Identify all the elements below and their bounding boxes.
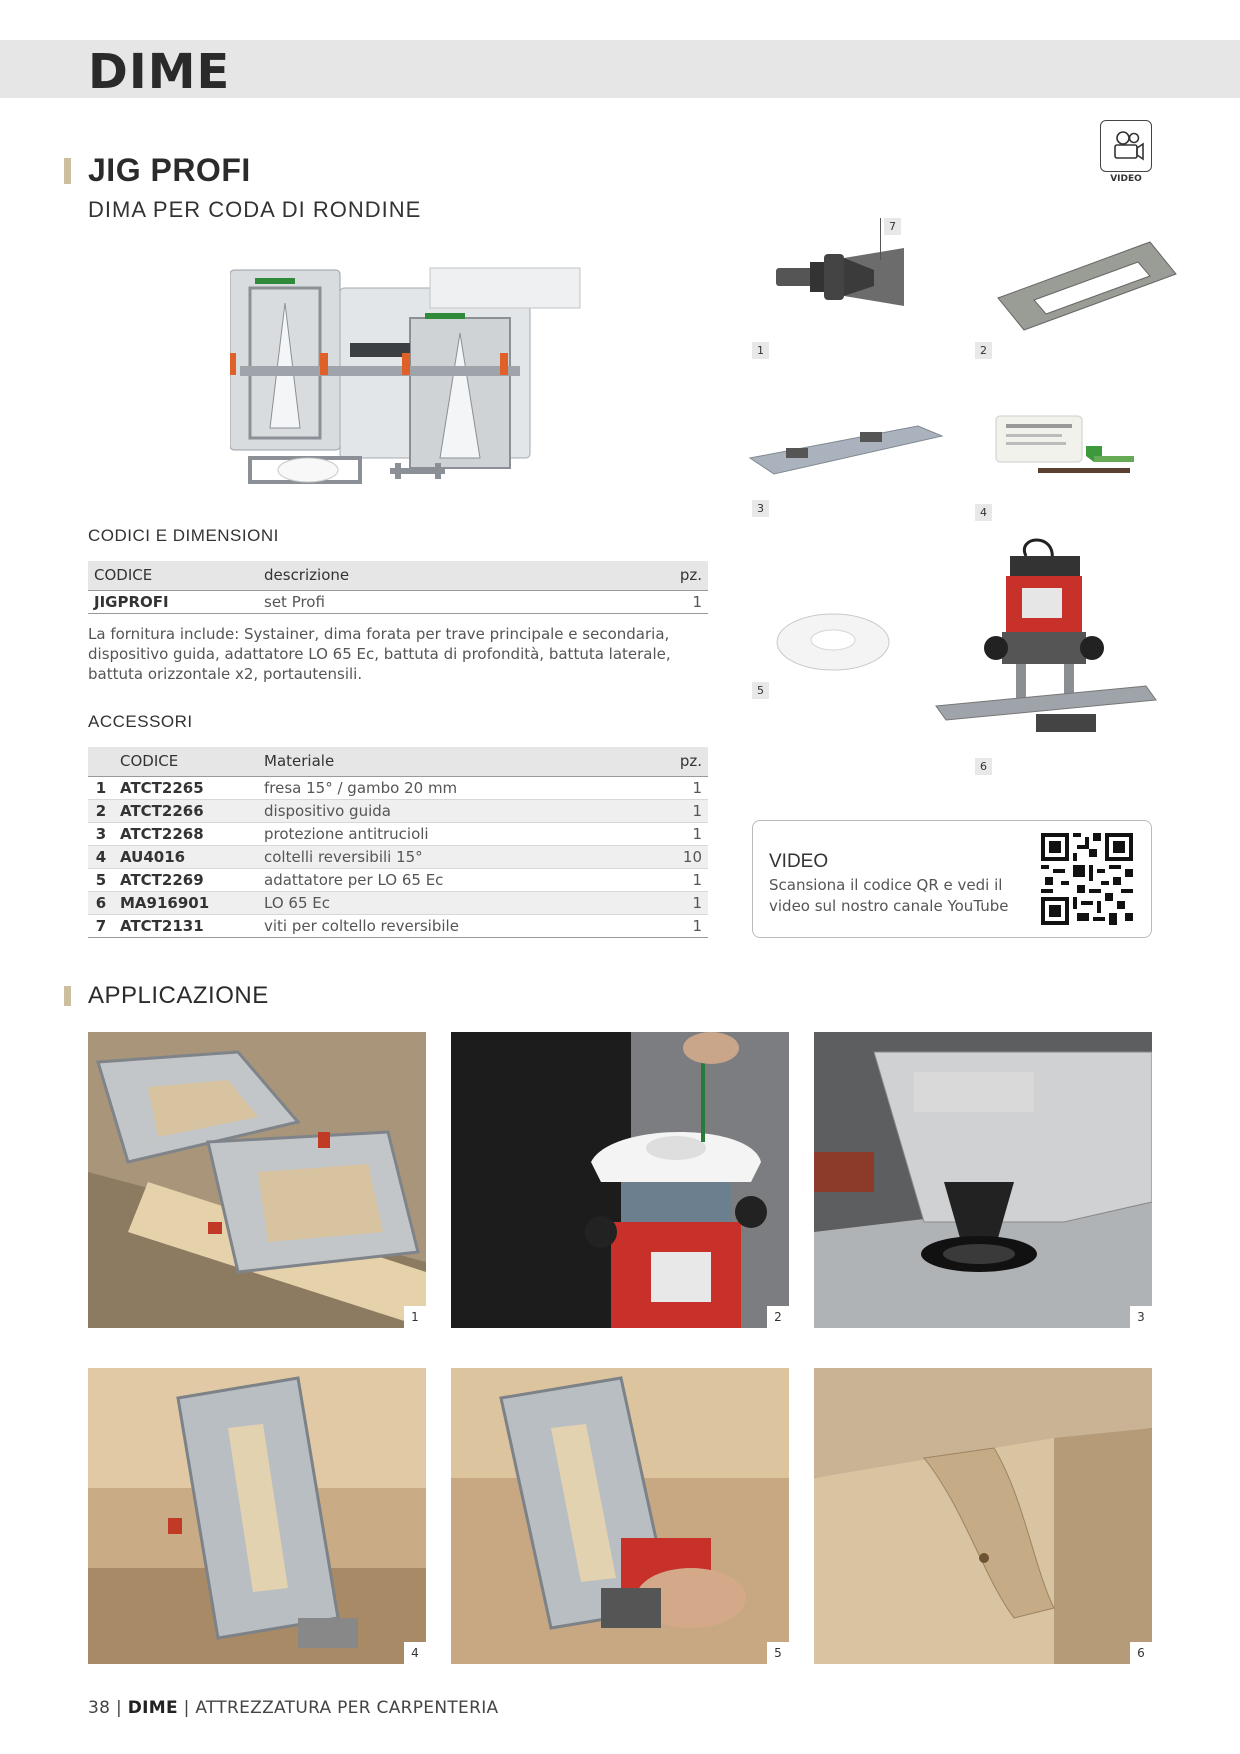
page-footer	[88, 1698, 498, 1718]
row-number: 5	[88, 868, 114, 891]
code-cell: ATCT2266	[114, 799, 258, 822]
video-icon-label: VIDEO	[1110, 174, 1142, 184]
code-cell: ATCT2269	[114, 868, 258, 891]
accessory-number-3: 3	[752, 500, 769, 517]
qr-code-icon[interactable]	[1041, 833, 1133, 925]
col-number	[88, 747, 114, 776]
section-accent-bar	[64, 986, 71, 1006]
col-pz: pz.	[668, 747, 708, 776]
application-title: APPLICAZIONE	[88, 982, 269, 1009]
table-row	[88, 914, 708, 937]
qty-cell: 1	[668, 776, 708, 799]
description-cell: set Profi	[258, 590, 668, 613]
application-photo-4	[88, 1368, 426, 1664]
video-qr-box[interactable]	[752, 820, 1152, 938]
video-box-text: Scansiona il codice QR e vedi il video sul nostro canale YouTube	[769, 876, 1009, 915]
row-number: 3	[88, 822, 114, 845]
callout-line	[880, 218, 881, 260]
material-cell: fresa 15° / gambo 20 mm	[258, 776, 668, 799]
footer-section: DIME	[127, 1698, 178, 1718]
code-cell: ATCT2265	[114, 776, 258, 799]
application-photo-5	[451, 1368, 789, 1664]
supply-note: La fornitura include: Systainer, dima forata per trave principale e secondaria, dispositivo guida, adattatore LO 65 Ec, battuta di profondità, battuta laterale, battuta orizzontale x2, portautensili.	[88, 625, 671, 683]
qty-cell: 1	[668, 590, 708, 613]
row-number: 4	[88, 845, 114, 868]
code-cell: ATCT2131	[114, 914, 258, 937]
accessory-number-4: 4	[975, 504, 992, 521]
qty-cell: 1	[668, 914, 708, 937]
video-box-title: VIDEO	[769, 851, 829, 872]
product-title: JIG PROFI	[88, 152, 251, 188]
page-number: 38	[88, 1698, 111, 1718]
application-photo-6	[814, 1368, 1152, 1664]
photo-number: 5	[767, 1642, 789, 1664]
product-image-jig-set	[230, 258, 600, 508]
table-row	[88, 590, 708, 613]
material-cell: protezione antitrucioli	[258, 822, 668, 845]
qty-cell: 1	[668, 891, 708, 914]
photo-number: 3	[1130, 1306, 1152, 1328]
accessory-image-reversible-knives	[990, 412, 1140, 482]
section-accent-bar	[64, 158, 71, 184]
footer-separator: |	[115, 1698, 128, 1718]
page-header-title: DIME	[88, 44, 231, 100]
material-cell: viti per coltello reversibile	[258, 914, 668, 937]
accessory-number-7: 7	[884, 218, 901, 235]
accessory-number-5: 5	[752, 682, 769, 699]
code-cell: AU4016	[114, 845, 258, 868]
qty-cell: 10	[668, 845, 708, 868]
row-number: 6	[88, 891, 114, 914]
photo-number: 1	[404, 1306, 426, 1328]
code-cell: JIGPROFI	[88, 590, 258, 613]
code-cell: MA916901	[114, 891, 258, 914]
accessory-image-chip-guard	[748, 412, 944, 482]
qty-cell: 1	[668, 822, 708, 845]
footer-separator: |	[183, 1698, 196, 1718]
product-subtitle: DIMA PER CODA DI RONDINE	[88, 197, 422, 222]
col-descrizione: descrizione	[258, 561, 668, 590]
table-row	[88, 868, 708, 891]
material-cell: adattatore per LO 65 Ec	[258, 868, 668, 891]
qty-cell: 1	[668, 868, 708, 891]
table-row	[88, 845, 708, 868]
accessories-table	[88, 747, 708, 938]
photo-number: 6	[1130, 1642, 1152, 1664]
material-cell: dispositivo guida	[258, 799, 668, 822]
material-cell: coltelli reversibili 15°	[258, 845, 668, 868]
photo-number: 2	[767, 1306, 789, 1328]
accessories-heading: ACCESSORI	[88, 712, 193, 731]
accessory-number-6: 6	[975, 758, 992, 775]
accessory-number-2: 2	[975, 342, 992, 359]
table-row	[88, 891, 708, 914]
table-row	[88, 822, 708, 845]
code-cell: ATCT2268	[114, 822, 258, 845]
accessory-image-adapter	[772, 610, 894, 674]
codes-table-header	[88, 561, 708, 590]
accessory-image-router-lo65	[926, 536, 1166, 756]
application-photo-1	[88, 1032, 426, 1328]
row-number: 1	[88, 776, 114, 799]
col-pz: pz.	[668, 561, 708, 590]
application-photo-3	[814, 1032, 1152, 1328]
table-row	[88, 799, 708, 822]
photo-number: 4	[404, 1642, 426, 1664]
accessory-image-guide-plate	[990, 238, 1180, 338]
video-camera-icon[interactable]	[1100, 120, 1152, 172]
accessory-number-1: 1	[752, 342, 769, 359]
col-codice: CODICE	[114, 747, 258, 776]
accessory-image-router-bit	[770, 240, 910, 320]
table-row	[88, 776, 708, 799]
material-cell: LO 65 Ec	[258, 891, 668, 914]
row-number: 2	[88, 799, 114, 822]
codes-table	[88, 561, 708, 614]
row-number: 7	[88, 914, 114, 937]
col-codice: CODICE	[88, 561, 258, 590]
accessories-table-header	[88, 747, 708, 776]
codes-heading: CODICI E DIMENSIONI	[88, 526, 279, 545]
col-materiale: Materiale	[258, 747, 668, 776]
footer-category: ATTREZZATURA PER CARPENTERIA	[195, 1698, 499, 1718]
application-photo-2	[451, 1032, 789, 1328]
qty-cell: 1	[668, 799, 708, 822]
